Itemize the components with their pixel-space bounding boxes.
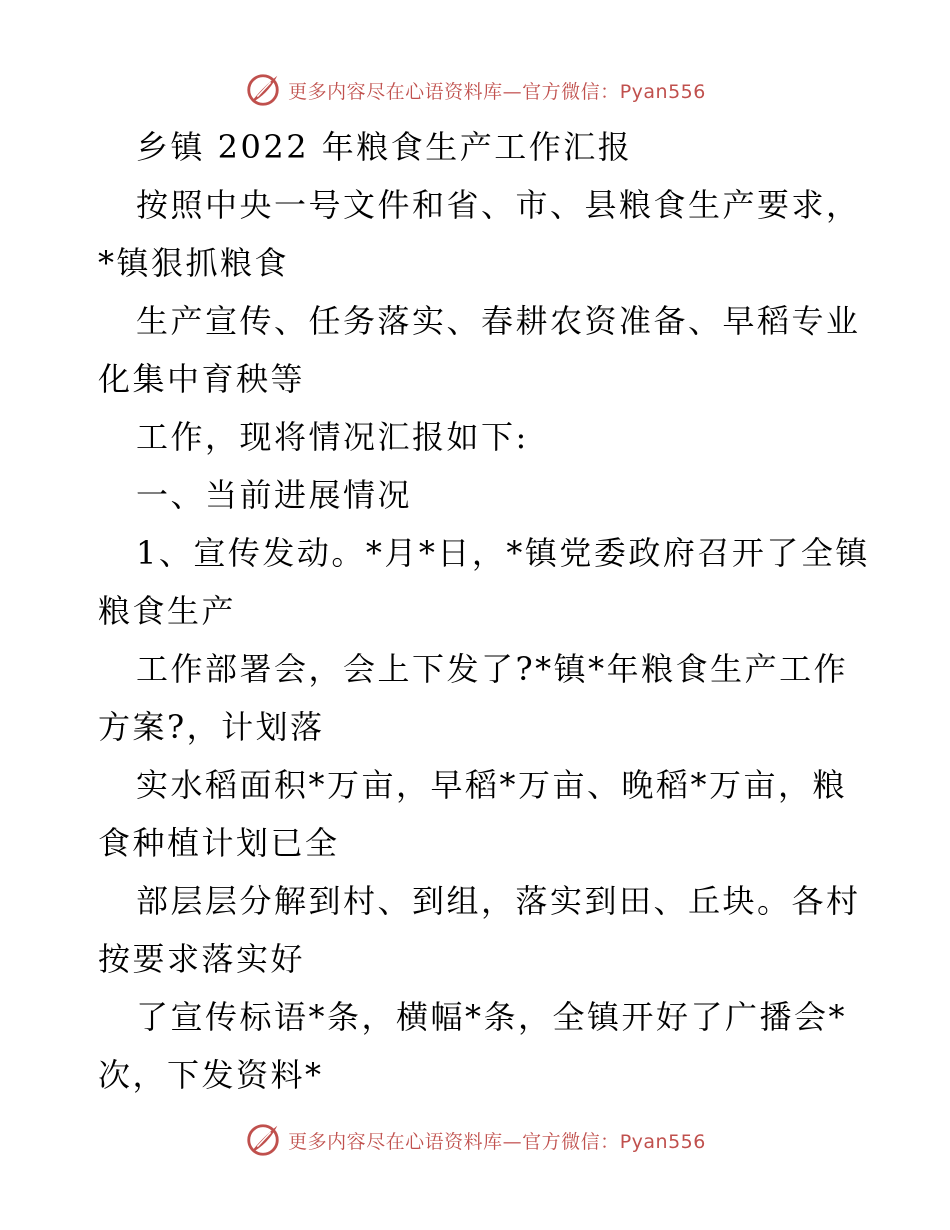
footer-text (288, 1127, 706, 1154)
footer-wechat-label: 官方微信： (522, 1130, 620, 1153)
footer-wechat-id: Pyan556 (619, 1130, 706, 1153)
paragraph-line: 1、宣传发动。*月*日，*镇党委政府召开了全镇 (136, 534, 870, 572)
header-banner (0, 68, 950, 112)
section-heading: 一、当前进展情况 (136, 476, 413, 514)
paragraph-line: 化集中育秧等 (98, 360, 306, 398)
paragraph-line: 粮食生产 (98, 592, 237, 630)
paragraph-line: 食种植计划已全 (98, 824, 340, 862)
paragraph-line: 工作部署会，会上下发了?*镇*年粮食生产工作 (136, 650, 849, 688)
paragraph-line: 实水稻面积*万亩，早稻*万亩、晚稻*万亩，粮 (136, 766, 848, 804)
footer-banner (0, 1118, 950, 1162)
header-wechat-id: Pyan556 (619, 80, 706, 103)
paragraph-line: 方案?，计划落 (98, 708, 325, 746)
footer-brand: 更多内容尽在心语资料库 (288, 1130, 503, 1153)
paragraph-line: 生产宣传、任务落实、春耕农资准备、早稻专业 (136, 302, 861, 340)
header-brand: 更多内容尽在心语资料库 (288, 80, 503, 103)
quill-pen-logo-icon (244, 71, 282, 109)
paragraph-line: 按照中央一号文件和省、市、县粮食生产要求， (136, 186, 861, 224)
paragraph-line: *镇狠抓粮食 (98, 244, 290, 282)
header-text (288, 77, 706, 104)
header-separator: — (502, 80, 523, 103)
document-body (98, 118, 870, 1104)
paragraph-line: 工作，现将情况汇报如下: (136, 418, 529, 456)
paragraph-line: 按要求落实好 (98, 940, 306, 978)
paragraph-line: 次，下发资料* (98, 1056, 324, 1094)
header-wechat-label: 官方微信： (522, 80, 620, 103)
paragraph-line: 了宣传标语*条，横幅*条，全镇开好了广播会* (136, 998, 848, 1036)
footer-separator: — (502, 1130, 523, 1153)
document-title: 乡镇 2022 年粮食生产工作汇报 (136, 128, 633, 166)
quill-pen-logo-icon (244, 1121, 282, 1159)
paragraph-line: 部层层分解到村、到组，落实到田、丘块。各村 (136, 882, 861, 920)
